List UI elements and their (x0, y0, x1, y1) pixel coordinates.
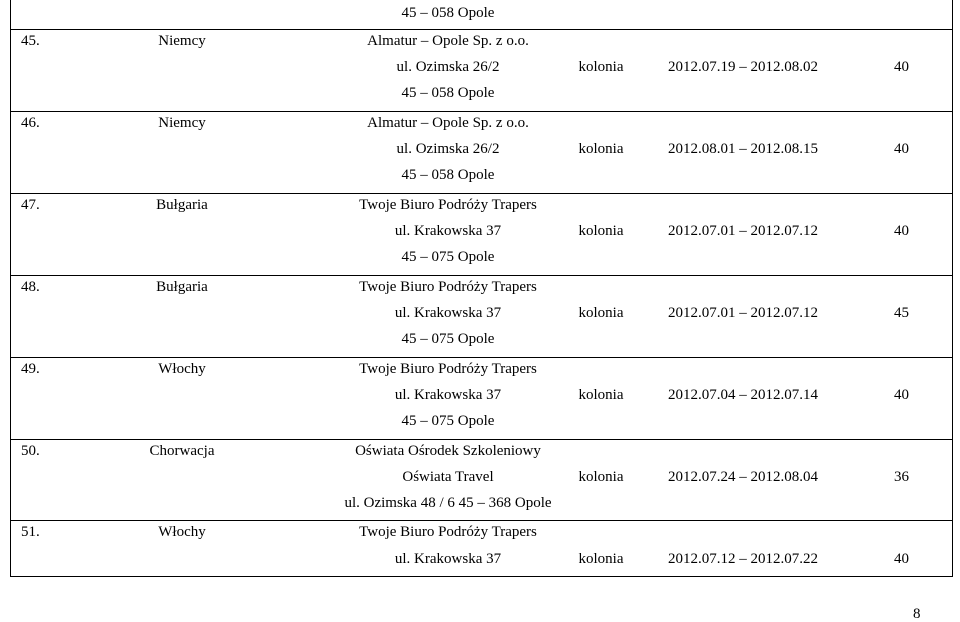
row-type: kolonia (578, 223, 624, 239)
row-number: 46. (21, 115, 40, 131)
row-type: kolonia (578, 59, 624, 75)
row-dates: 2012.07.24 – 2012.08.04 (668, 469, 818, 485)
row-country: Niemcy (158, 33, 206, 49)
row-type: kolonia (578, 551, 624, 567)
row-country: Włochy (158, 524, 206, 540)
row-country: Włochy (158, 361, 206, 377)
org-line: ul. Krakowska 37 (394, 387, 502, 403)
org-line: 45 – 058 Opole (401, 167, 495, 183)
row-count: 40 (894, 551, 909, 567)
row-divider (11, 439, 952, 440)
org-line: ul. Krakowska 37 (394, 551, 502, 567)
row-number: 49. (21, 361, 40, 377)
row-number: 50. (21, 443, 40, 459)
row-number: 45. (21, 33, 40, 49)
org-line: ul. Ozimska 48 / 6 45 – 368 Opole (344, 495, 552, 511)
row-count: 40 (894, 59, 909, 75)
org-line: ul. Ozimska 26/2 (396, 59, 500, 75)
org-line: 45 – 075 Opole (401, 331, 495, 347)
org-line: 45 – 075 Opole (401, 413, 495, 429)
row-count: 45 (894, 305, 909, 321)
org-line: Oświata Travel (402, 469, 494, 485)
row-divider (11, 275, 952, 276)
row-number: 51. (21, 524, 40, 540)
org-line: Twoje Biuro Podróży Trapers (359, 361, 537, 377)
row-divider (11, 193, 952, 194)
org-line: ul. Ozimska 26/2 (396, 141, 500, 157)
org-line: Oświata Ośrodek Szkoleniowy (355, 443, 541, 459)
org-line: Twoje Biuro Podróży Trapers (359, 524, 537, 540)
org-line: 45 – 058 Opole (401, 85, 495, 101)
row-divider (11, 29, 952, 30)
row-dates: 2012.07.01 – 2012.07.12 (668, 305, 818, 321)
trips-table (10, 0, 953, 577)
org-line: 45 – 075 Opole (401, 249, 495, 265)
row-number: 47. (21, 197, 40, 213)
org-line: Almatur – Opole Sp. z o.o. (367, 115, 529, 131)
row-count: 36 (894, 469, 909, 485)
row-dates: 2012.08.01 – 2012.08.15 (668, 141, 818, 157)
row-type: kolonia (578, 141, 624, 157)
top-address: 45 – 058 Opole (401, 5, 495, 21)
org-line: Twoje Biuro Podróży Trapers (359, 197, 537, 213)
row-count: 40 (894, 387, 909, 403)
row-divider (11, 520, 952, 521)
row-dates: 2012.07.04 – 2012.07.14 (668, 387, 818, 403)
org-line: Twoje Biuro Podróży Trapers (359, 279, 537, 295)
row-count: 40 (894, 223, 909, 239)
row-country: Niemcy (158, 115, 206, 131)
page-number: 8 (913, 606, 921, 622)
row-type: kolonia (578, 469, 624, 485)
row-dates: 2012.07.19 – 2012.08.02 (668, 59, 818, 75)
row-number: 48. (21, 279, 40, 295)
row-dates: 2012.07.12 – 2012.07.22 (668, 551, 818, 567)
org-line: Almatur – Opole Sp. z o.o. (367, 33, 529, 49)
row-country: Bułgaria (156, 197, 208, 213)
row-country: Chorwacja (149, 443, 215, 459)
org-line: ul. Krakowska 37 (394, 305, 502, 321)
row-country: Bułgaria (156, 279, 208, 295)
row-divider (11, 111, 952, 112)
row-divider (11, 357, 952, 358)
row-type: kolonia (578, 305, 624, 321)
org-line: ul. Krakowska 37 (394, 223, 502, 239)
row-type: kolonia (578, 387, 624, 403)
row-count: 40 (894, 141, 909, 157)
row-dates: 2012.07.01 – 2012.07.12 (668, 223, 818, 239)
